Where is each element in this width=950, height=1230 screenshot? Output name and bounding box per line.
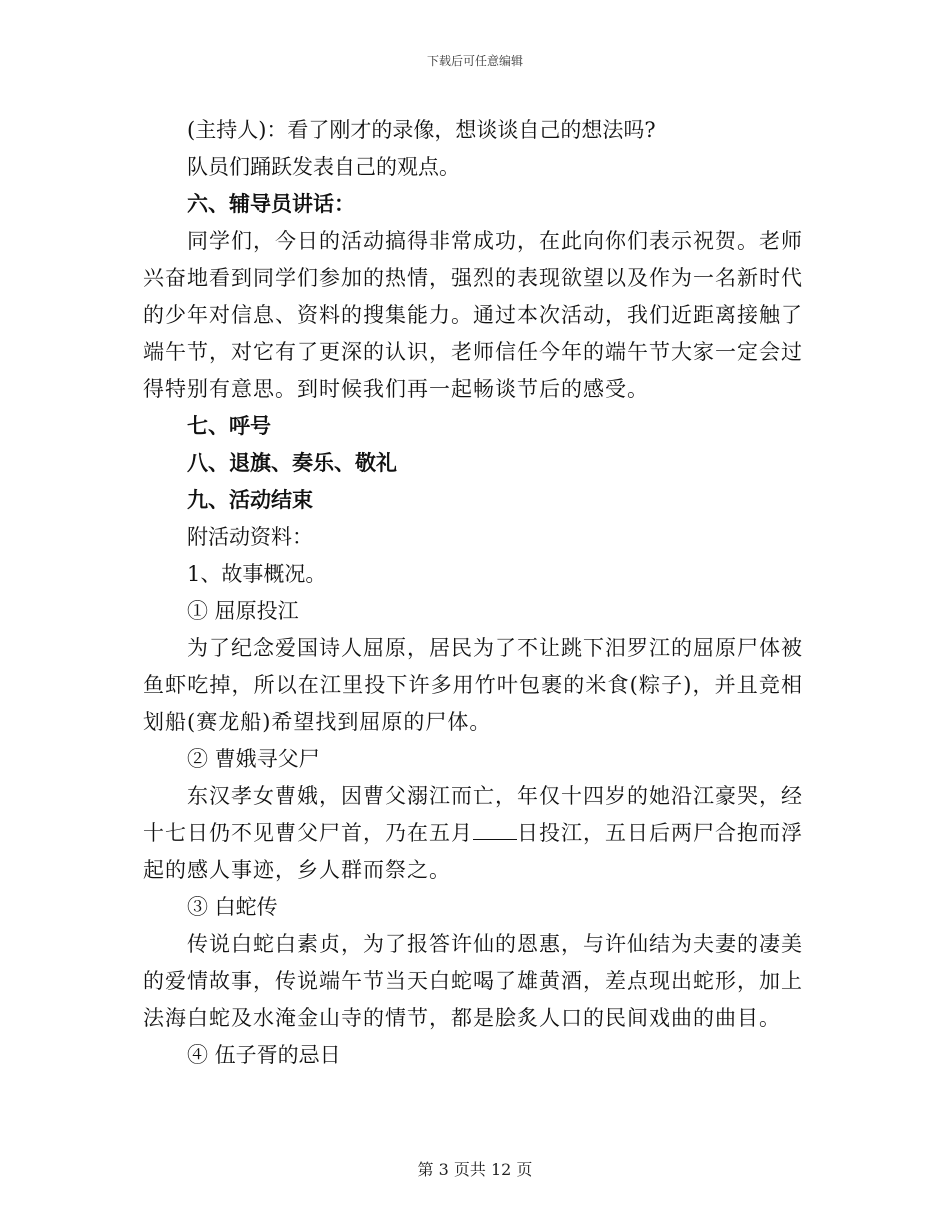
story-title-1: ① 屈原投江	[187, 599, 299, 623]
page-header: 下载后可任意编辑	[426, 54, 523, 68]
story-title-4: ④ 伍子胥的忌日	[187, 1043, 341, 1067]
story-title-3: ③ 白蛇传	[187, 895, 278, 919]
paragraph-host-question: (主持人)：看了刚才的录像，想谈谈自己的想法吗?	[187, 118, 656, 142]
story-paragraph-2	[143, 778, 803, 889]
story-paragraph-2-part-b: 日投江，五日后两尸合抱而浮起的感人事迹，乡人群而祭之。	[143, 821, 803, 882]
section-heading-7: 七、呼号	[187, 414, 271, 438]
attachment-label: 附活动资料：	[187, 525, 313, 549]
story-paragraph-1: 为了纪念爱国诗人屈原，居民为了不让跳下汨罗江的屈原尸体被鱼虾吃掉，所以在江里投下许多用竹叶包裹的米食(粽子)，并且竞相划船(赛龙船)希望找到屈原的尸体。	[143, 636, 803, 734]
paragraph-team-response: 队员们踊跃发表自己的观点。	[187, 155, 460, 179]
story-paragraph-2-part-a: 东汉孝女曹娥，因曹父溺江而亡，年仅十四岁的她沿江豪哭，经十七日仍不见曹父尸首，乃在五月	[143, 784, 803, 845]
section-heading-9: 九、活动结束	[187, 488, 313, 512]
paragraph-counselor-speech: 同学们，今日的活动搞得非常成功，在此向你们表示祝贺。老师兴奋地看到同学们参加的热情，强烈的表现欲望以及作为一名新时代的少年对信息、资料的搜集能力。通过本次活动，我们近距离接触了端午节，对它有了更深的认识，老师信任今年的端午节大家一定会过得特别有意思。到时候我们再一起畅谈节后的感受。	[143, 229, 803, 401]
story-title-2: ② 曹娥寻父尸	[187, 747, 320, 771]
fill-in-blank	[473, 819, 517, 840]
story-paragraph-3: 传说白蛇白素贞，为了报答许仙的恩惠，与许仙结为夫妻的凄美的爱情故事，传说端午节当天白蛇喝了雄黄酒，差点现出蛇形，加上法海白蛇及水淹金山寺的情节，都是脍炙人口的民间戏曲的曲目。	[143, 932, 803, 1030]
page-footer: 第 3 页共 12 页	[417, 1160, 533, 1179]
subsection-story-overview: 1、故事概况。	[187, 562, 327, 586]
section-heading-8: 八、退旗、奏乐、敬礼	[187, 451, 397, 475]
section-heading-6: 六、辅导员讲话：	[187, 192, 355, 216]
document-body	[143, 112, 803, 1074]
